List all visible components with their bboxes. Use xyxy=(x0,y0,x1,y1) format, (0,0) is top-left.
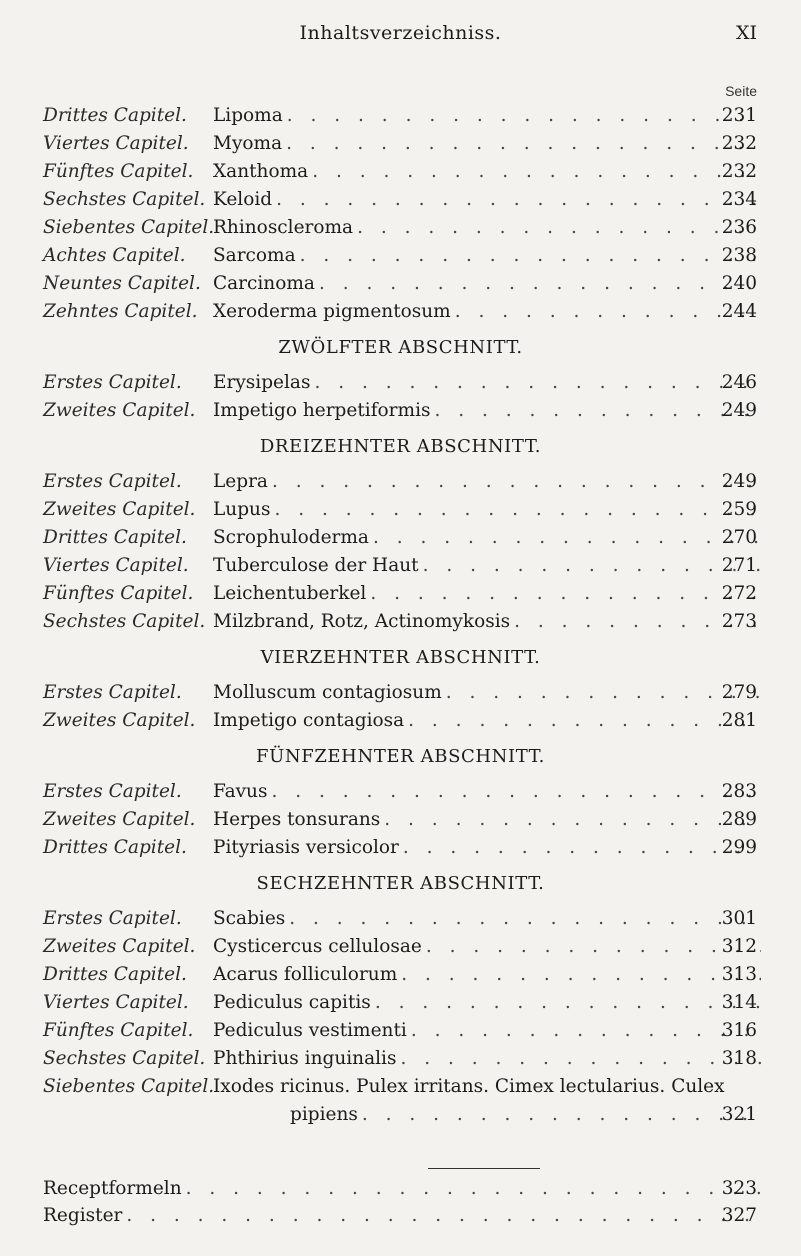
chapter-label: Drittes Capitel. xyxy=(43,837,187,858)
chapter-label: Sechstes Capitel. xyxy=(43,189,206,210)
dot-leader xyxy=(300,242,761,270)
section-heading: DREIZEHNTER ABSCHNITT. xyxy=(259,436,542,457)
list-item xyxy=(0,580,801,608)
back-matter-item xyxy=(0,1175,801,1203)
page-column-label: Seite xyxy=(725,83,757,99)
entry-title: Scrophuloderma xyxy=(213,527,369,548)
page-ref: 231 xyxy=(721,105,757,126)
list-item xyxy=(0,707,801,735)
dot-leader xyxy=(423,552,761,580)
dot-leader xyxy=(271,778,761,806)
list-item xyxy=(0,679,801,707)
dot-leader xyxy=(289,905,761,933)
chapter-label: Erstes Capitel. xyxy=(43,781,182,802)
entry-title: Lepra xyxy=(213,471,268,492)
page-ref: 232 xyxy=(721,133,757,154)
dot-leader xyxy=(401,961,761,989)
list-item xyxy=(0,989,801,1017)
page-ref: 312 xyxy=(721,936,757,957)
page-ref: 271 xyxy=(721,555,757,576)
back-matter-item xyxy=(0,1202,801,1230)
dot-leader xyxy=(434,397,761,425)
list-item xyxy=(0,608,801,636)
dot-leader xyxy=(286,130,761,158)
list-item xyxy=(0,214,801,242)
section-heading: FÜNFZEHNTER ABSCHNITT. xyxy=(256,746,545,767)
chapter-label: Drittes Capitel. xyxy=(43,527,187,548)
dot-leader xyxy=(373,524,761,552)
dot-leader xyxy=(287,102,761,130)
chapter-label: Erstes Capitel. xyxy=(43,372,182,393)
list-item xyxy=(0,369,801,397)
chapter-label: Erstes Capitel. xyxy=(43,682,182,703)
dot-leader xyxy=(319,270,761,298)
entry-title: Lipoma xyxy=(213,105,283,126)
entry-title: Milzbrand, Rotz, Actinomykosis xyxy=(213,611,511,632)
page-title: Inhaltsverzeichniss. xyxy=(299,22,502,44)
chapter-label: Drittes Capitel. xyxy=(43,964,187,985)
entry-title: Lupus xyxy=(213,499,271,520)
entry-title: Erysipelas xyxy=(213,372,311,393)
entry-title: Pediculus vestimenti xyxy=(213,1020,407,1041)
page-ref: 279 xyxy=(721,682,757,703)
entry-title: Register xyxy=(43,1205,123,1226)
page-ref: 232 xyxy=(721,161,757,182)
entry-title: Receptformeln xyxy=(43,1178,182,1199)
chapter-label: Zweites Capitel. xyxy=(43,499,196,520)
list-item xyxy=(0,524,801,552)
page-ref: 281 xyxy=(721,710,757,731)
dot-leader xyxy=(314,369,761,397)
entry-title: Keloid xyxy=(213,189,273,210)
list-item xyxy=(0,834,801,862)
chapter-label: Zehntes Capitel. xyxy=(43,301,198,322)
list-item xyxy=(0,158,801,186)
chapter-label: Viertes Capitel. xyxy=(43,992,189,1013)
page-ref: 259 xyxy=(721,499,757,520)
page-ref: 314 xyxy=(721,992,757,1013)
entry-title: Leichentuberkel xyxy=(213,583,367,604)
dot-leader xyxy=(408,707,761,735)
entry-title: Favus xyxy=(213,781,268,802)
chapter-label: Siebentes Capitel. xyxy=(43,217,215,238)
page-ref: 316 xyxy=(721,1020,757,1041)
section-heading: ZWÖLFTER ABSCHNITT. xyxy=(278,337,523,358)
list-item xyxy=(0,933,801,961)
list-item xyxy=(0,778,801,806)
page-ref: 236 xyxy=(721,217,757,238)
chapter-label: Sechstes Capitel. xyxy=(43,1048,206,1069)
page-ref: 299 xyxy=(721,837,757,858)
chapter-label: Fünftes Capitel. xyxy=(43,583,194,604)
chapter-label: Achtes Capitel. xyxy=(43,245,186,266)
page-ref: 321 xyxy=(721,1104,757,1125)
dot-leader xyxy=(426,933,761,961)
page-ref: 234 xyxy=(721,189,757,210)
running-head xyxy=(0,22,801,52)
page-ref: 318 xyxy=(721,1048,757,1069)
entry-title: Scabies xyxy=(213,908,286,929)
divider xyxy=(428,1168,540,1169)
entry-title: Myoma xyxy=(213,133,283,154)
dot-leader xyxy=(446,679,761,707)
page-ref: 301 xyxy=(721,908,757,929)
list-item xyxy=(0,102,801,130)
entry-title-continuation: pipiens xyxy=(290,1104,358,1125)
page-ref: 270 xyxy=(721,527,757,548)
entry-title: Xeroderma pigmentosum xyxy=(213,301,451,322)
chapter-label: Zweites Capitel. xyxy=(43,710,196,731)
entry-title: Tuberculose der Haut xyxy=(213,555,419,576)
chapter-label: Fünftes Capitel. xyxy=(43,161,194,182)
dot-leader xyxy=(186,1175,761,1203)
list-item xyxy=(0,1073,801,1101)
dot-leader xyxy=(272,468,761,496)
entry-title: Pediculus capitis xyxy=(213,992,371,1013)
list-item xyxy=(0,298,801,326)
chapter-label: Zweites Capitel. xyxy=(43,400,196,421)
dot-leader xyxy=(384,806,761,834)
list-item xyxy=(0,552,801,580)
section-heading: SECHZEHNTER ABSCHNITT. xyxy=(256,873,545,894)
page-ref: 313 xyxy=(721,964,757,985)
entry-title: Herpes tonsurans xyxy=(213,809,381,830)
page-ref: 327 xyxy=(721,1205,757,1226)
entry-title: Sarcoma xyxy=(213,245,296,266)
dot-leader xyxy=(375,989,761,1017)
chapter-label: Viertes Capitel. xyxy=(43,555,189,576)
dot-leader xyxy=(455,298,761,326)
dot-leader xyxy=(357,214,761,242)
list-item xyxy=(0,1017,801,1045)
entry-title: Phthirius inguinalis xyxy=(213,1048,397,1069)
list-item xyxy=(0,961,801,989)
list-item xyxy=(0,130,801,158)
list-item xyxy=(0,242,801,270)
page-ref: 238 xyxy=(721,245,757,266)
chapter-label: Erstes Capitel. xyxy=(43,471,182,492)
page-ref: 272 xyxy=(721,583,757,604)
chapter-label: Drittes Capitel. xyxy=(43,105,187,126)
chapter-label: Fünftes Capitel. xyxy=(43,1020,194,1041)
page-ref: 240 xyxy=(721,273,757,294)
list-item xyxy=(0,806,801,834)
page-ref: 249 xyxy=(721,400,757,421)
list-item xyxy=(0,1045,801,1073)
chapter-label: Viertes Capitel. xyxy=(43,133,189,154)
chapter-label: Sechstes Capitel. xyxy=(43,611,206,632)
entry-title: Impetigo contagiosa xyxy=(213,710,405,731)
list-item xyxy=(0,468,801,496)
entry-title: Rhinoscleroma xyxy=(213,217,354,238)
dot-leader xyxy=(126,1202,761,1230)
entry-title: Cysticercus cellulosae xyxy=(213,936,422,957)
entry-title: Impetigo herpetiformis xyxy=(213,400,431,421)
list-item xyxy=(0,397,801,425)
dot-leader xyxy=(312,158,761,186)
entry-title: Pityriasis versicolor xyxy=(213,837,399,858)
page-ref: 283 xyxy=(721,781,757,802)
chapter-label: Neuntes Capitel. xyxy=(43,273,201,294)
dot-leader xyxy=(276,186,761,214)
list-item xyxy=(0,905,801,933)
chapter-label: Erstes Capitel. xyxy=(43,908,182,929)
page-ref: 249 xyxy=(721,471,757,492)
page-number: XI xyxy=(735,22,757,44)
list-item xyxy=(0,186,801,214)
entry-title: Carcinoma xyxy=(213,273,315,294)
list-item xyxy=(0,270,801,298)
chapter-label: Siebentes Capitel. xyxy=(43,1076,215,1097)
list-item xyxy=(0,496,801,524)
section-heading: VIERZEHNTER ABSCHNITT. xyxy=(260,647,541,668)
chapter-label: Zweites Capitel. xyxy=(43,809,196,830)
dot-leader xyxy=(274,496,761,524)
list-item-continuation xyxy=(0,1101,801,1129)
dot-leader xyxy=(370,580,761,608)
page-ref: 289 xyxy=(721,809,757,830)
dot-leader xyxy=(400,1045,761,1073)
entry-title: Ixodes ricinus. Pulex irritans. Cimex lectularius. Culex xyxy=(213,1076,725,1097)
dot-leader xyxy=(362,1101,761,1129)
entry-title: Molluscum contagiosum xyxy=(213,682,442,703)
dot-leader xyxy=(403,834,761,862)
chapter-label: Zweites Capitel. xyxy=(43,936,196,957)
entry-title: Acarus folliculorum xyxy=(213,964,398,985)
dot-leader xyxy=(411,1017,761,1045)
page-ref: 244 xyxy=(721,301,757,322)
page-ref: 273 xyxy=(721,611,757,632)
page-ref: 246 xyxy=(721,372,757,393)
entry-title: Xanthoma xyxy=(213,161,309,182)
page-ref: 323 xyxy=(721,1178,757,1199)
